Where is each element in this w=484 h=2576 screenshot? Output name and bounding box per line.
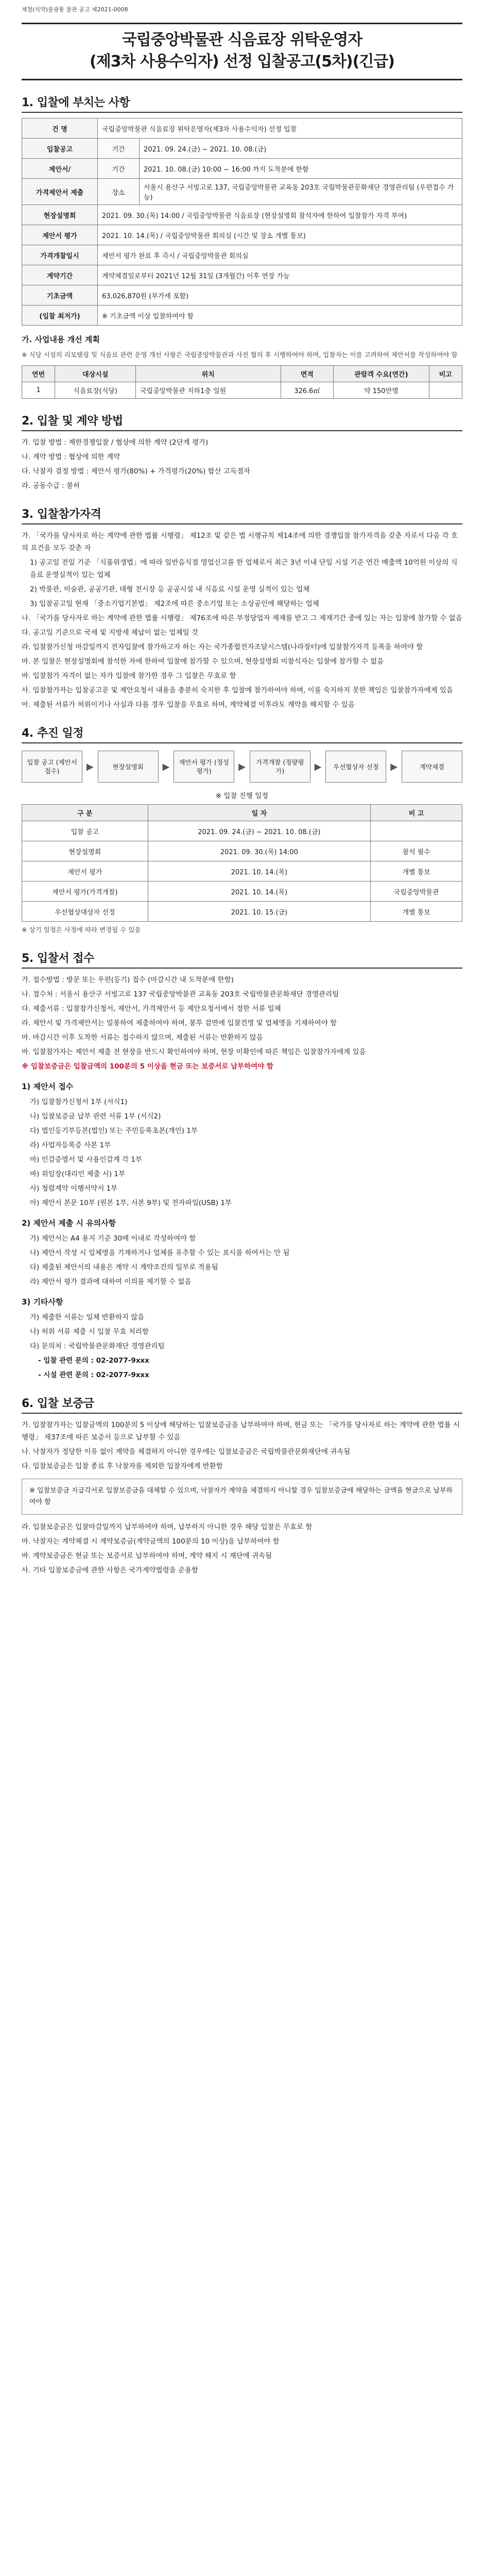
document-number: 제철(식약)를광통 물관 공고 제2021-0008 [22,6,128,13]
section-1-sub-heading: 가. 사업내용 개선 계획 [22,335,100,344]
section-5-heading: 5. 입찰서 접수 [22,950,462,969]
submission-paragraph: 다. 제출서류 : 입찰참가신청서, 제안서, 가격제안서 등 제안요청서에서 정한 서류 일체 [22,1005,281,1013]
deposit-paragraph: 마. 낙찰자는 계약체결 시 계약보증금(계약금액의 100분의 10 이상)을 납부하여야 함 [22,1537,280,1546]
row-sublabel: 장소 [98,179,140,205]
table-header-row [22,805,462,821]
submission-paragraph: 마. 마감시간 이후 도착한 서류는 접수하지 않으며, 제출된 서류는 반환하지 않음 [22,1033,263,1042]
arrow-right-icon: ▶ [162,761,170,772]
overview-table [22,118,462,326]
table-cell: 개별 통보 [371,902,462,922]
document-item: 바) 위임장(대리인 제출 시) 1부 [30,1170,126,1178]
row-value: 63,026,870원 (부가세 포함) [98,285,462,306]
table-cell: 국립중앙박물관 [371,882,462,902]
table-cell: 우선협상대상자 선정 [22,902,148,922]
schedule-note: ※ 상기 일정은 사정에 따라 변경될 수 있음 [22,926,141,934]
document-item: 나) 입찰보증금 납부 관련 서류 1부 (서식2) [30,1112,161,1121]
table-cell: 현장설명회 [22,841,148,861]
process-flow [22,751,462,783]
document-item: 라) 사업자등록증 사본 1부 [30,1141,111,1149]
table-row [22,902,462,922]
qualification-paragraph: 마. 본 입찰은 현장설명회에 참석한 자에 한하여 입찰에 참가할 수 있으며, 현장설명회 미참석자는 입찰에 참가할 수 없음 [22,657,384,666]
row-label: 가격개찰일시 [22,245,98,265]
col-header: 연번 [22,366,55,382]
table-cell: 1 [22,382,55,399]
proposal-note-item: 다) 제출된 제안서의 내용은 계약 시 계약조건의 일부로 적용됨 [30,1263,218,1272]
table-row [22,306,462,326]
col-header: 대상시설 [55,366,136,382]
row-value: 2021. 10. 08.(금) 10:00 ~ 16:00 까지 도착분에 한함 [140,159,462,179]
contract-method-item: 나. 계약 방법 : 협상에 의한 계약 [22,453,120,461]
table-row [22,225,462,245]
row-label: 현장설명회 [22,205,98,225]
contact-line: - 입찰 관련 문의 : 02-2077-9xxx [38,1357,149,1365]
deposit-paragraph: 다. 입찰보증금은 입찰 종료 후 낙찰자를 제외한 입찰자에게 반환함 [22,1462,223,1470]
row-value: 국립중앙박물관 식음료장 위탁운영자(제3차 사용수익자) 선정 입찰 [98,118,462,139]
title-box [22,23,462,80]
table-row [22,841,462,861]
table-row [22,159,462,179]
section-6-heading: 6. 입찰 보증금 [22,1395,462,1414]
qualification-paragraph: 사. 입찰참가자는 입찰공고문 및 제안요청서 내용을 충분히 숙지한 후 입찰에 참가하여야 하며, 이를 숙지하지 못한 책임은 입찰참가자에게 있음 [22,686,453,694]
deposit-paragraph: 사. 기타 입찰보증금에 관한 사항은 국가계약법령을 준용함 [22,1566,199,1574]
submission-paragraph: 라. 제안서 및 가격제안서는 밀봉하여 제출하여야 하며, 봉투 겉면에 입찰건명 및 업체명을 기재하여야 함 [22,1019,337,1027]
table-row [22,821,462,841]
schedule-table [22,804,462,922]
document-item: 가) 입찰참가신청서 1부 (서식1) [30,1098,128,1106]
misc-item: 가) 제출한 서류는 일체 반환하지 않음 [30,1313,145,1321]
section-3-heading: 3. 입찰참가자격 [22,505,462,524]
table-cell: 식음료장(식당) [55,382,136,399]
row-value: 제안서 평가 완료 후 즉시 / 국립중앙박물관 회의실 [98,245,462,265]
contract-method-item: 다. 낙찰자 결정 방법 : 제안서 평가(80%) + 가격평가(20%) 합산 고득점자 [22,467,251,476]
table-row [22,179,462,205]
flow-step: 계약체결 [402,751,462,783]
arrow-right-icon: ▶ [314,761,322,772]
proposal-note-item: 가) 제안서는 A4 용지 기준 30매 이내로 작성하여야 함 [30,1234,196,1243]
flow-step: 현장설명회 [98,751,159,783]
row-label: 제안서/ [22,159,98,179]
qualification-paragraph: 라. 입찰참가신청 마감일까지 전자입찰에 참가하고자 하는 자는 국가종합전자조달시스템(나라장터)에 입찰참가자격 등록을 하여야 함 [22,643,423,651]
row-label: 제안서 평가 [22,225,98,245]
table-cell: 326.6㎡ [281,382,334,399]
table-row [22,205,462,225]
misc-item: 나) 허위 서류 제출 시 입찰 무효 처리함 [30,1328,149,1336]
deposit-note-box: ※ 입찰보증금 지급각서로 입찰보증금을 대체할 수 있으며, 낙찰자가 계약을 체결하지 아니할 경우 입찰보증금에 해당하는 금액을 현금으로 납부하여야 함 [22,1479,462,1515]
qualification-paragraph: 3) 입찰공고일 현재 「중소기업기본법」 제2조에 따른 중소기업 또는 소상공인에 해당하는 업체 [30,600,319,608]
deposit-paragraph: 라. 입찰보증금은 입찰마감일까지 납부하여야 하며, 납부하지 아니한 경우 해당 입찰은 무효로 함 [22,1523,313,1531]
row-label: 기초금액 [22,285,98,306]
document-item: 사) 청렴계약 이행서약서 1부 [30,1184,118,1193]
col-header: 구 분 [22,805,148,821]
section-1-heading: 1. 입찰에 부치는 사항 [22,94,462,113]
proposal-note-item: 나) 제안서 작성 시 업체명을 기재하거나 업체를 유추할 수 있는 표시를 하여서는 안 됨 [30,1249,290,1257]
row-value: 계약체결일로부터 2021년 12월 31일 (3개월간) 이후 연장 가능 [98,265,462,285]
table-cell [371,821,462,841]
submission-paragraph: 나. 접수처 : 서울시 용산구 서빙고로 137 국립중앙박물관 교육동 203호 국립박물관문화재단 경영관리팀 [22,990,339,998]
table-cell: 2021. 09. 24.(금) ~ 2021. 10. 08.(금) [148,821,371,841]
table-cell: 2021. 10. 15.(금) [148,902,371,922]
flow-step: 가격개찰 (정량평가) [250,751,310,783]
document-item: 아) 제안서 본문 10부 (원본 1부, 사본 9부) 및 전자파일(USB) 1부 [30,1199,232,1207]
row-label: (입찰 최저가) [22,306,98,326]
submission-paragraph: 가. 접수방법 : 방문 또는 우편(등기) 접수 (마감시간 내 도착분에 한함) [22,976,234,984]
col-header: 일 자 [148,805,371,821]
table-cell: 2021. 10. 14.(목) [148,861,371,882]
table-cell: 국립중앙박물관 지하1층 일원 [135,382,281,399]
table-cell: 개별 통보 [371,861,462,882]
col-header: 위치 [135,366,281,382]
table-row [22,265,462,285]
row-value: 2021. 09. 30.(목) 14:00 / 국립중앙박물관 식음료장 (현장설명회 참석자에 한하여 입찰참가 자격 부여) [98,205,462,225]
row-label: 입찰공고 [22,139,98,159]
col-header: 비고 [429,366,462,382]
arrow-right-icon: ▶ [390,761,398,772]
table-cell: 2021. 09. 30.(목) 14:00 [148,841,371,861]
facility-note: ※ 식당 시설의 리모델링 및 식음료 관련 운영 개선 사항은 국립중앙박물관과 사전 협의 후 시행하여야 하며, 입찰자는 이를 고려하여 제안서를 작성하여야 함 [22,351,458,359]
row-label: 가격제안서 제출 [22,179,98,205]
row-value: 2021. 10. 14.(목) / 국립중앙박물관 회의실 (시간 및 장소 개별 통보) [98,225,462,245]
table-row [22,245,462,265]
table-cell: 약 150만명 [334,382,429,399]
schedule-table-title: ※ 입찰 진행 일정 [215,792,269,800]
proposal-note-item: 라) 제안서 평가 결과에 대하여 이의를 제기할 수 없음 [30,1278,192,1286]
row-sublabel: 기간 [98,139,140,159]
section-2-heading: 2. 입찰 및 계약 방법 [22,412,462,431]
arrow-right-icon: ▶ [86,761,94,772]
row-value: 2021. 09. 24.(금) ~ 2021. 10. 08.(금) [140,139,462,159]
title-line-2: (제3차 사용수익자) 선정 입찰공고(5차)(긴급) [89,53,395,71]
qualification-paragraph: 바. 입찰참가 자격이 없는 자가 입찰에 참가한 경우 그 입찰은 무효로 함 [22,672,236,680]
document-item: 다) 법인등기부등본(법인) 또는 주민등록초본(개인) 1부 [30,1127,198,1135]
qualification-paragraph: 가. 「국가를 당사자로 하는 계약에 관한 법률 시행령」 제12조 및 같은 법 시행규칙 제14조에 의한 경쟁입찰 참가자격을 갖춘 자로서 다음 각 호의 요건을 모두 갖춘 자 [22,532,458,552]
flow-step: 제안서 평가 (정성평가) [174,751,234,783]
submission-paragraph: 바. 입찰참가자는 제안서 제출 전 현장을 반드시 확인하여야 하며, 현장 미확인에 따른 책임은 입찰참가자에게 있음 [22,1048,366,1056]
row-sublabel: 기간 [98,159,140,179]
table-cell: 제안서 평가 [22,861,148,882]
table-row [22,118,462,139]
table-header-row [22,366,462,382]
col-header: 관람객 수요(연간) [334,366,429,382]
section-4-heading: 4. 추진 일정 [22,724,462,743]
qualification-paragraph: 1) 공고일 전일 기준 「식품위생법」에 따라 일반음식점 영업신고를 한 업체로서 최근 3년 이내 단일 시설 기준 연간 매출액 10억원 이상의 식음료 운영실적이 있는 업체 [30,558,458,579]
facility-table [22,365,462,399]
col-header: 면적 [281,366,334,382]
table-cell [429,382,462,399]
table-row [22,139,462,159]
misc-subheading: 3) 기타사항 [22,1297,63,1307]
proposal-notes-subheading: 2) 제안서 제출 시 유의사항 [22,1218,116,1228]
contract-method-item: 라. 공동수급 : 불허 [22,482,80,490]
table-row [22,285,462,306]
row-label: 건 명 [22,118,98,139]
table-row [22,861,462,882]
contact-line: - 시설 관련 문의 : 02-2077-9xxx [38,1371,149,1379]
documents-subheading: 1) 제안서 접수 [22,1082,74,1091]
document-item: 마) 인감증명서 및 사용인감계 각 1부 [30,1156,142,1164]
qualification-paragraph: 2) 박물관, 미술관, 공공기관, 대형 전시장 등 공공시설 내 식음료 시설 운영 실적이 있는 업체 [30,585,310,594]
row-value: 서울시 용산구 서빙고로 137, 국립중앙박물관 교육동 203호 국립박물관문화재단 경영관리팀 (우편접수 가능) [140,179,462,205]
qualification-paragraph: 다. 공고일 기준으로 국세 및 지방세 체납이 없는 업체일 것 [22,629,198,637]
qualification-paragraph: 나. 「국가를 당사자로 하는 계약에 관한 법률 시행령」 제76조에 따른 부정당업자 제재를 받고 그 제재기간 중에 있는 자는 입찰에 참가할 수 없음 [22,614,462,622]
deposit-paragraph: 바. 계약보증금은 현금 또는 보증서로 납부하여야 하며, 계약 해지 시 재단에 귀속됨 [22,1552,272,1560]
deposit-paragraph: 가. 입찰참가자는 입찰금액의 100분의 5 이상에 해당하는 입찰보증금을 납부하여야 하며, 현금 또는 「국가를 당사자로 하는 계약에 관한 법률 시행령」 제37조에 따른 보증서 등으로 납부할 수 있음 [22,1421,460,1442]
table-cell: 참석 필수 [371,841,462,861]
table-row [22,382,462,399]
flow-step: 우선협상자 선정 [325,751,386,783]
qualification-paragraph: 아. 제출된 서류가 허위이거나 사실과 다를 경우 입찰을 무효로 하며, 계약체결 이후라도 계약을 해지할 수 있음 [22,701,355,709]
flow-step: 입찰 공고 (제안서 접수) [22,751,82,783]
table-cell: 입찰 공고 [22,821,148,841]
table-cell: 2021. 10. 14.(목) [148,882,371,902]
table-cell: 제안서 평가(가격개찰) [22,882,148,902]
misc-item: 다) 문의처 : 국립박물관문화재단 경영관리팀 [30,1342,165,1350]
col-header: 비 고 [371,805,462,821]
arrow-right-icon: ▶ [238,761,246,772]
table-row [22,882,462,902]
row-label: 계약기간 [22,265,98,285]
contract-method-item: 가. 입찰 방법 : 제한경쟁입찰 / 협상에 의한 계약 (2단계 평가) [22,438,209,447]
row-value: ※ 기초금액 이상 입찰하여야 함 [98,306,462,326]
title-line-1: 국립중앙박물관 식음료장 위탁운영자 [122,31,362,49]
deposit-paragraph: 나. 낙찰자가 정당한 이유 없이 계약을 체결하지 아니한 경우에는 입찰보증금은 국립박물관문화재단에 귀속됨 [22,1448,351,1456]
deposit-warning: ※ 입찰보증금은 입찰금액의 100분의 5 이상을 현금 또는 보증서로 납부하여야 함 [22,1062,273,1071]
